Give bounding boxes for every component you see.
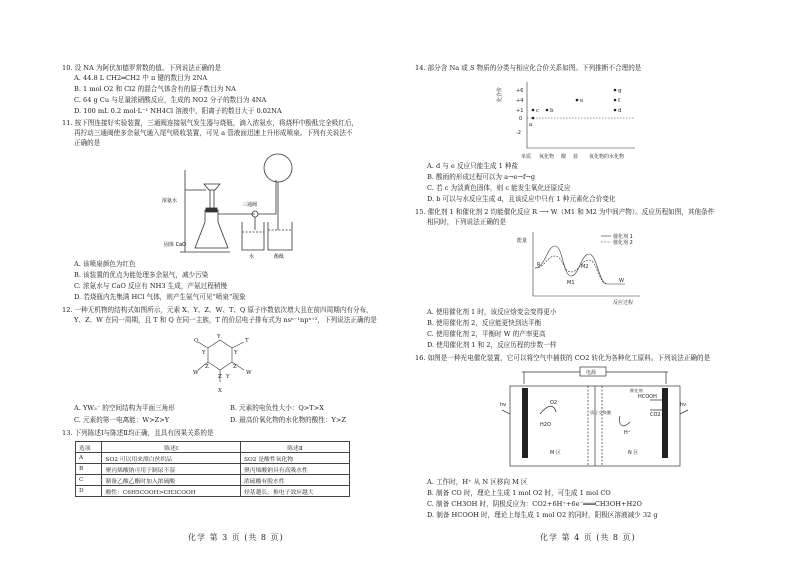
q14-xtick-acid: 酸 bbox=[561, 154, 567, 160]
q16-option-b: B. 制备 CO 时，理论上生成 1 mol O2 时，可生成 1 mol CO bbox=[427, 489, 611, 497]
q15-legend-catalyst1: 催化剂 1 bbox=[613, 234, 633, 240]
label-cao: 固体 CaO bbox=[164, 242, 187, 248]
q13-cell: A bbox=[76, 453, 102, 464]
q12-structure-figure bbox=[190, 328, 280, 398]
q14-xtick-element: 单质 bbox=[521, 154, 532, 160]
q13-cell: 制备乙酸乙酯时加入浓硫酸 bbox=[102, 475, 241, 486]
table-row bbox=[76, 453, 350, 464]
q11-apparatus-figure bbox=[160, 150, 320, 260]
q14-option-a: A. d 与 e 反应只能生成 1 种盐 bbox=[427, 162, 519, 170]
q14-point-g bbox=[614, 89, 617, 92]
q14-label-a: a bbox=[529, 122, 533, 128]
q15-label-r: R bbox=[537, 262, 541, 268]
q14-ytick-4: +4 bbox=[516, 98, 524, 104]
q15-label-m1: M1 bbox=[567, 280, 575, 286]
q14-point-d bbox=[614, 109, 617, 112]
table-row bbox=[76, 486, 350, 497]
conical-flask bbox=[195, 210, 228, 248]
page-4 bbox=[400, 0, 800, 567]
q12-option-b: B. 元素的电负性大小：Q>T>X bbox=[230, 404, 324, 412]
q13-cell: 酸性：C6H5COOH>CH3COOH bbox=[102, 486, 241, 497]
separatory-funnel bbox=[204, 184, 220, 190]
q15-legend-catalyst2: 催化剂 2 bbox=[613, 240, 633, 246]
q15-option-d: D. 使用催化剂 1 和 2，反应历程的步数一样 bbox=[427, 341, 557, 349]
q14-ytick-0: 0 bbox=[519, 116, 523, 122]
atom-w-right: W bbox=[246, 370, 252, 376]
page-3-footer: 化学 第 3 页 (共 8 页) bbox=[188, 533, 284, 542]
q16-label-o2: O2 bbox=[550, 400, 558, 406]
q13-cell: SO2 可以用来漂白丝织品 bbox=[102, 453, 241, 464]
q16-label-m-zone: M 区 bbox=[550, 450, 561, 456]
q10-option-d: D. 100 mL 0.2 mol·L⁻¹ NH4Cl 溶液中，阳离子的数目大于 0.02NA bbox=[74, 107, 282, 115]
q12-stem-line2: Y、Z、W 在同一周期，且 T 和 Q 在同一主族，T 的价层电子排布式为 nsⁿ⁻¹npⁿ⁺²，下列说法正确的是 bbox=[74, 316, 377, 324]
q16-device-figure bbox=[500, 364, 690, 474]
q16-arrow-o2 bbox=[540, 406, 556, 414]
q14-xtick-salt: 盐 bbox=[573, 154, 579, 160]
q14-label-d: d bbox=[618, 108, 622, 114]
q13-header-statement1: 陈述Ⅰ bbox=[102, 442, 241, 453]
q13-cell: 浓硫酸有脱水性 bbox=[240, 475, 349, 486]
ring-bonds bbox=[208, 340, 232, 370]
q15-energy-diagram bbox=[515, 228, 650, 308]
q11-option-a: A. 该喷泉颜色为红色 bbox=[74, 260, 136, 268]
atom-q: Q bbox=[194, 338, 199, 344]
q14-xtick-hydrate: 氧化物的水化物 bbox=[589, 154, 625, 160]
q13-cell: B bbox=[76, 464, 102, 475]
q13-stem: 13. 下列陈述Ⅰ与陈述Ⅱ均正确，且具有因果关系的是 bbox=[62, 429, 214, 437]
q16-label-co2: CO2 bbox=[650, 412, 661, 418]
q12-stem-line1: 12. 一种无机物的结构式如图所示，元素 X、Y、Z、W、T、Q 原子序数依次增大且在前四周期内有分布， bbox=[62, 306, 373, 314]
q11-stem-line1: 11. 按下图连接好实验装置，三通阀连接氨气发生器与烧瓶，滴入浓氨水，将烧杯中酚酞完全吸红后， bbox=[62, 119, 359, 127]
q15-curve-catalyst1 bbox=[535, 246, 625, 284]
q13-cell: 聚丙烯酸钠可用于制尿不湿 bbox=[102, 464, 241, 475]
q10-stem: 10. 设 NA 为阿伏加德罗常数的值。下列说法正确的是 bbox=[62, 64, 222, 72]
q14-option-b: B. 酸雨的形成过程可以为 a→e→f→g bbox=[427, 173, 536, 181]
q11-stem-line2: 再拧动三通阀使多余氨气通入尾气吸收装置，可见 a 管液面迅速上升形成喷泉。下列有关说法不 bbox=[74, 129, 353, 137]
q13-cell: D bbox=[76, 486, 102, 497]
q13-header-statement2: 陈述Ⅱ bbox=[240, 442, 349, 453]
q15-stem-line1: 15. 催化剂 1 和催化剂 2 均能催化反应 R ⟶ W（M1 和 M2 为中间产物）。反应历程如图，其他条件 bbox=[415, 208, 715, 216]
q15-label-w: W bbox=[619, 278, 624, 284]
q11-option-d: D. 若烧瓶内先集满 HCl 气体，则产生氨气可见“喷泉”现象 bbox=[74, 293, 246, 301]
q16-arrow-co2 bbox=[650, 400, 662, 410]
q14-point-c bbox=[532, 109, 535, 112]
q14-label-b: b bbox=[550, 108, 554, 114]
q13-cell: 聚丙烯酸钠具有高吸水性 bbox=[240, 464, 349, 475]
atom-z-bottom: Z bbox=[218, 374, 222, 380]
stopper bbox=[206, 208, 217, 212]
q14-valence-chart bbox=[497, 78, 640, 166]
table-row bbox=[76, 475, 350, 486]
q16-label-h: H⁺ bbox=[624, 430, 631, 436]
label-valve: 三通阀 bbox=[242, 202, 258, 208]
q12-option-a: A. YW₃⁻ 的空间结构为平面三角形 bbox=[74, 404, 175, 412]
funnel-stem bbox=[210, 190, 214, 210]
q14-point-a bbox=[532, 117, 535, 120]
page-4-footer: 化学 第 4 页 (共 8 页) bbox=[540, 533, 636, 542]
q16-label-hv-left: hν bbox=[500, 402, 506, 408]
q16-photocathode bbox=[662, 388, 668, 458]
q11-stem-line3: 正确的是 bbox=[74, 139, 101, 147]
q14-xtick-oxide: 氧化物 bbox=[539, 154, 555, 160]
q16-label-n-zone: N 区 bbox=[628, 450, 639, 456]
q15-label-m2: M2 bbox=[581, 264, 589, 270]
label-water: 水 bbox=[249, 254, 255, 260]
q14-option-d: D. b 可以与水反应生成 d，且该反应中只有 1 种元素化合价变化 bbox=[427, 195, 616, 203]
q14-point-f bbox=[614, 99, 617, 102]
q14-point-e bbox=[576, 99, 579, 102]
q10-option-b: B. 1 mol O2 和 Cl2 的混合气体含有的原子数目为 NA bbox=[74, 85, 236, 93]
q16-label-membrane: 质子交换膜 bbox=[590, 410, 611, 415]
atom-y-top: Y bbox=[217, 334, 221, 340]
q15-option-c: C. 使用催化剂 2，平衡时 W 的产率更高 bbox=[427, 330, 546, 338]
q15-option-a: A. 使用催化剂 1 时，该反应焓变会变得更小 bbox=[427, 308, 557, 316]
atom-w-left: W bbox=[193, 370, 199, 376]
q14-label-c: c bbox=[536, 108, 540, 114]
atom-t: T bbox=[245, 338, 249, 344]
q12-option-c: C. 元素的第一电离能：W>Z>Y bbox=[74, 416, 170, 424]
q14-stem: 14. 部分含 Na 或 S 物质的分类与相应化合价关系如图。下列推断不合理的是 bbox=[415, 64, 642, 72]
q14-ylabel: 化合价 bbox=[497, 86, 503, 102]
label-phenol: 酚酞 bbox=[274, 254, 285, 260]
q14-ytick-neg2: -2 bbox=[516, 130, 521, 136]
q11-option-c: C. 浓氨水与 CaO 反应有 NH3 生成，产氨过程稍慢 bbox=[74, 282, 227, 290]
q16-photoanode bbox=[522, 388, 528, 458]
q13-cell: C bbox=[76, 475, 102, 486]
q14-ytick-1: +1 bbox=[516, 108, 524, 114]
label-ammonia: 浓氨水 bbox=[162, 198, 178, 204]
q15-xlabel: 反应过程 bbox=[613, 300, 634, 306]
q13-cell: 烃基越长，推电子效应越大 bbox=[240, 486, 349, 497]
q10-option-a: A. 44.8 L CH2═CH2 中 π 键的数目为 2NA bbox=[74, 74, 208, 82]
beaker-water bbox=[242, 222, 264, 250]
q14-label-f: f bbox=[618, 98, 621, 104]
q16-option-a: A. 工作时，H⁺ 从 N 区移向 M 区 bbox=[427, 478, 528, 486]
q13-table-header bbox=[76, 442, 350, 453]
q14-option-c: C. 若 c 为淡黄色固体，则 c 能发生氧化还原反应 bbox=[427, 184, 571, 192]
q16-arrow-h bbox=[619, 416, 630, 426]
q14-label-e: e bbox=[580, 98, 584, 104]
q13-header-option: 选项 bbox=[76, 442, 102, 453]
q16-option-c: C. 制备 CH3OH 时，阴极反应为：CO2+6H⁺+6e⁻═══CH3OH+H2O bbox=[427, 500, 642, 508]
table-row bbox=[76, 464, 350, 475]
q14-label-g: g bbox=[618, 88, 622, 94]
atom-z-right: Z bbox=[233, 364, 237, 370]
q14-point-b bbox=[546, 109, 549, 112]
q13-cell: SO2 是酸性氧化物 bbox=[240, 453, 349, 464]
q11-option-b: B. 该装置的优点为能处理多余氨气，减少污染 bbox=[74, 271, 209, 279]
round-flask bbox=[264, 154, 292, 182]
q16-option-d: D. 制备 HCOOH 时，理论上每生成 1 mol O2 的同时，阳极区溶液减少 32 g bbox=[427, 511, 658, 519]
atom-x: X bbox=[218, 388, 222, 394]
q14-ytick-6: +6 bbox=[516, 88, 524, 94]
q13-table bbox=[75, 441, 350, 497]
q15-option-b: B. 使用催化剂 2，反应能更快到达平衡 bbox=[427, 319, 542, 327]
q16-stem: 16. 如图是一种光电催化装置，它可以将空气中捕获的 CO2 转化为各种化工原料。下列说法正确的是 bbox=[415, 354, 711, 362]
q12-option-d: D. 最高价氧化物的水化物的酸性：Y>Z bbox=[230, 416, 347, 424]
atom-z-left: Z bbox=[205, 364, 209, 370]
q16-label-h2o: H2O bbox=[540, 422, 551, 428]
atom-y-right: Y bbox=[234, 350, 238, 356]
q16-label-hv-right: hν bbox=[680, 402, 686, 408]
atom-y-left: Y bbox=[202, 350, 206, 356]
q15-stem-line2: 相同时，下列说法正确的是 bbox=[427, 218, 507, 226]
valve-up-tube bbox=[258, 180, 276, 214]
q16-label-hcooh: HCOOH bbox=[638, 394, 657, 400]
q16-label-power: 电源 bbox=[586, 370, 597, 376]
atom-y-bottom: Y bbox=[226, 374, 230, 380]
q16-label-catalyst: 催化剂 bbox=[630, 388, 643, 393]
beaker-phenol bbox=[268, 222, 292, 250]
q15-ylabel: 能量 bbox=[517, 238, 528, 244]
q10-option-c: C. 64 g Cu 与足量浓硝酸反应，生成的 NO2 分子的数目为 4NA bbox=[74, 96, 267, 104]
